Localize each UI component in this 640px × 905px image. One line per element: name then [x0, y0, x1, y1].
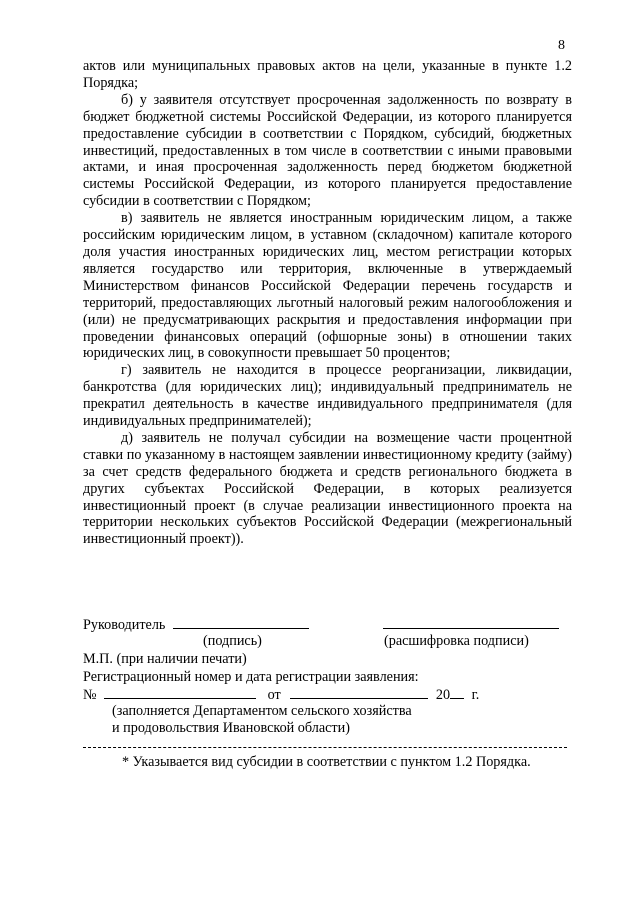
- document-body: [83, 58, 572, 548]
- sign-caption: (подпись): [203, 633, 262, 649]
- paragraph-b: б) у заявителя отсутствует просроченная задолженность по возврату в бюджет бюджетной системы Российской Федерации, из которого планируется предоставление субсидии в соответствии с Порядком, субсидий, бюджетных инвестиций, предоставленных в том числе в соответствии с иными правовыми актами, и иная просроченная задолженность перед бюджетом бюджетной системы Российской Федерации, из которого планируется предоставление субсидии в соответствии с Порядком;: [83, 91, 572, 210]
- signature-line: [173, 616, 309, 629]
- head-signature-row: [83, 616, 572, 634]
- paragraph-d: д) заявитель не получал субсидии на возмещение части процентной ставки по указанному в настоящем заявлении инвестиционному кредиту (займу) за счет средств федерального бюджета и средств регионального бюджета в других субъектах Российской Федерации, в которых реализуется инвестиционный проект (в случае реализации инвестиционного проекта на территории нескольких субъектов Российской Федерации (межрегиональный инвестиционный проект)).: [83, 429, 572, 548]
- note-line-1: (заполняется Департаментом сельского хозяйства: [112, 703, 412, 719]
- paragraph-v: в) заявитель не является иностранным юридическим лицом, а также российским юридическим лицом, в уставном (складочном) капитале которого доля участия иностранных юридических лиц, местом регистрации которых является государство или территория, включенные в утверждаемый Министерством финансов Российской Федерации перечень государств и территорий, предоставляющих льготный налоговый режим налогообложения и (или) не предусматривающих раскрытия и предоставления информации при проведении финансовых операций (офшорные зоны) в отношении таких юридических лиц, в совокупности превышает 50 процентов;: [83, 210, 572, 362]
- year-suffix: г.: [471, 687, 480, 703]
- footnote: * Указывается вид субсидии в соответствии с пунктом 1.2 Порядка.: [122, 754, 531, 770]
- number-sign: №: [83, 687, 97, 703]
- stamp-label: М.П. (при наличии печати): [83, 651, 247, 667]
- paragraph-continuation: актов или муниципальных правовых актов на цели, указанные в пункте 1.2 Порядка;: [83, 58, 572, 91]
- year-prefix: 20: [435, 687, 451, 703]
- page-number: 8: [558, 38, 565, 53]
- note-line-2: и продовольствия Ивановской области): [112, 720, 350, 736]
- head-label: Руководитель: [83, 617, 166, 633]
- decode-line: [383, 616, 559, 629]
- date-line: [290, 686, 428, 699]
- paragraph-g: г) заявитель не находится в процессе реорганизации, ликвидации, банкротства (для юридических лиц); индивидуальный предприниматель не прекратил деятельность в качестве индивидуального предпринимателя (для индивидуальных предпринимателей);: [83, 362, 572, 430]
- year-line: [450, 686, 464, 699]
- number-line: [104, 686, 256, 699]
- decode-caption: (расшифровка подписи): [384, 633, 529, 649]
- registration-row: [83, 686, 572, 704]
- footnote-divider: [83, 747, 567, 748]
- from-word: от: [267, 687, 281, 703]
- registration-label: Регистрационный номер и дата регистрации заявления:: [83, 669, 419, 685]
